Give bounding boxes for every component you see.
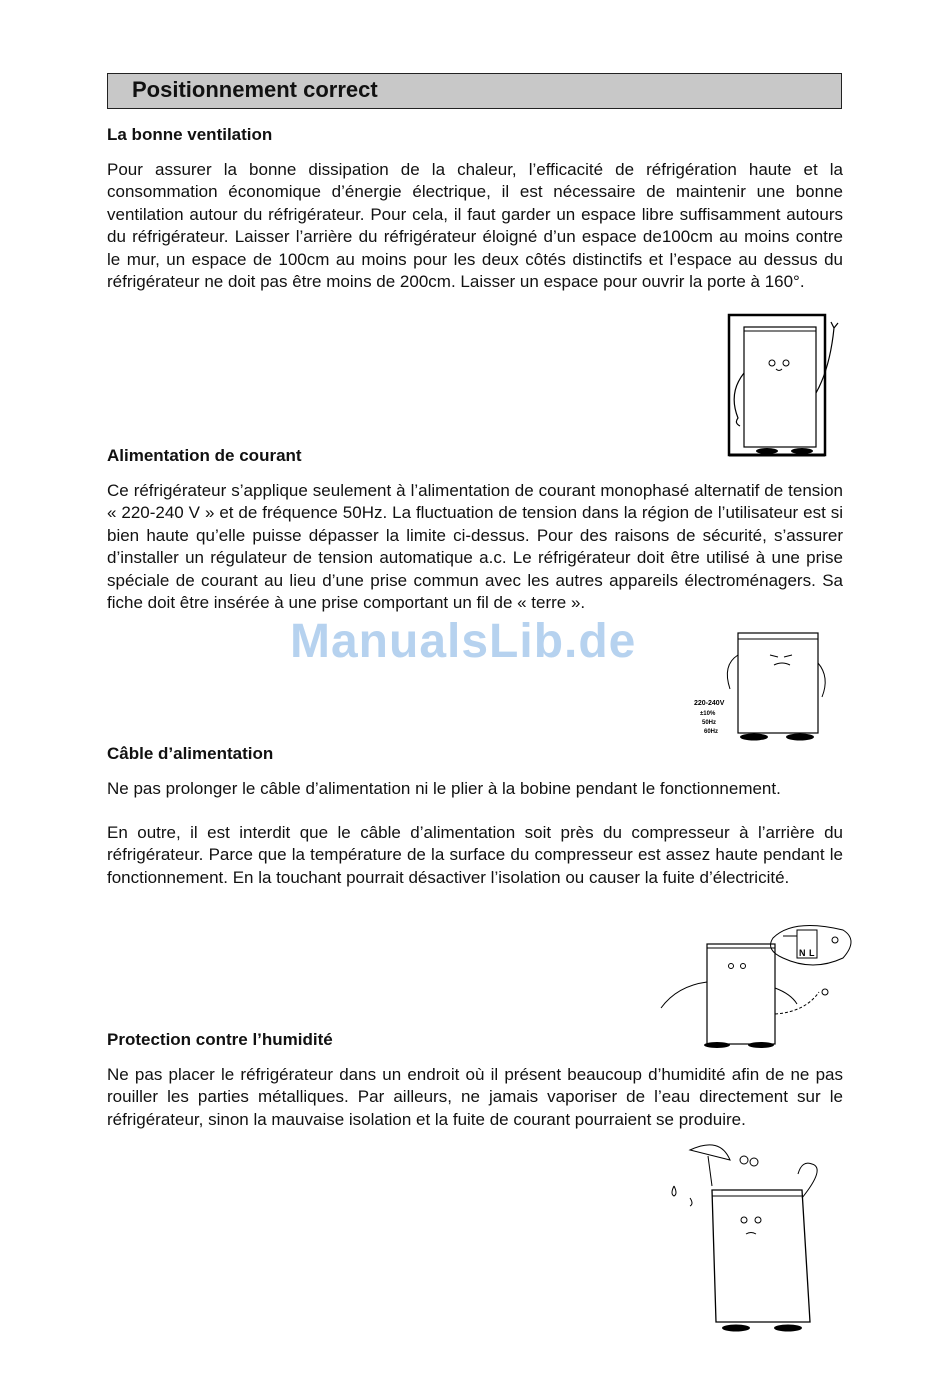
power-cable-illustration	[655, 918, 865, 1053]
tolerance-label: ±10%	[700, 711, 716, 717]
voltage-label: 220-240V	[694, 700, 725, 707]
humidity-illustration	[660, 1138, 840, 1338]
section-paragraph-ventilation: Pour assurer la bonne dissipation de la chaleur, l’efficacité de réfrigération haute et la consommation économique d’énergie électrique, il est nécessaire de maintenir une bonne ventilation autour du réfrigérateur. Pour cela, il faut garder un espace libre suffisamment autours du réfrigérateur. Laisser l’arrière du réfrigérateur éloigné d’un espace de100cm au moins contre le mur, un espace de 100cm au moins pour les deux côtés distinctifs et l’espace au dessus du réfrigérateur ne doit pas être moins de 200cm. Laisser un espace pour ouvrir la porte à 160°.	[107, 160, 843, 292]
section-heading-power-supply: Alimentation de courant	[107, 446, 302, 465]
frequency-60hz-label: 60Hz	[704, 729, 719, 735]
page-title: Positionnement correct	[132, 77, 378, 102]
power-supply-illustration	[690, 625, 835, 745]
watermark: ManualsLib.de	[290, 615, 637, 668]
section-heading-ventilation: La bonne ventilation	[107, 125, 273, 144]
section-heading-power-cable: Câble d’alimentation	[107, 744, 274, 763]
frequency-50hz-label: 50Hz	[702, 720, 717, 726]
page-title-bar	[107, 73, 842, 109]
section-paragraph-power-cable-1: Ne pas prolonger le câble d’alimentation ni le plier à la bobine pendant le fonctionnement.	[107, 779, 781, 798]
section-heading-humidity: Protection contre l’humidité	[107, 1030, 333, 1049]
section-paragraph-power-supply: Ce réfrigérateur s’applique seulement à l’alimentation de courant monophasé alternatif de tension « 220-240 V » et de fréquence 50Hz. La fluctuation de tension dans la région de l’utilisateur est si bien haute qu’elle puisse dépasser la limite ci-dessus. Pour des raisons de sécurité, s’assurer d’installer un régulateur de tension automatique a.c. Le réfrigérateur doit être utilisé à une prise spéciale de courant au lieu d’une prise commun avec les autres appareils électroménagers. Sa fiche doit être insérée à une prise comportant un fil de « terre ».	[107, 481, 843, 613]
ventilation-illustration	[722, 313, 847, 458]
section-paragraph-power-cable-2: En outre, il est interdit que le câble d’alimentation soit près du compresseur à l’arrière du réfrigérateur. Parce que la température de la surface du compresseur est assez haute pendant le fonctionnement. En la touchant pourrait désactiver l’isolation ou causer la fuite d’électricité.	[107, 823, 843, 887]
live-label: L	[809, 948, 815, 958]
neutral-label: N	[799, 948, 806, 958]
section-paragraph-humidity: Ne pas placer le réfrigérateur dans un endroit où il présent beaucoup d’humidité afin de ne pas rouiller les parties métalliques. Par ailleurs, ne jamais vaporiser de l’eau directement sur le réfrigérateur, sinon la mauvaise isolation et la fuite de courant pourraient se produire.	[107, 1065, 843, 1129]
